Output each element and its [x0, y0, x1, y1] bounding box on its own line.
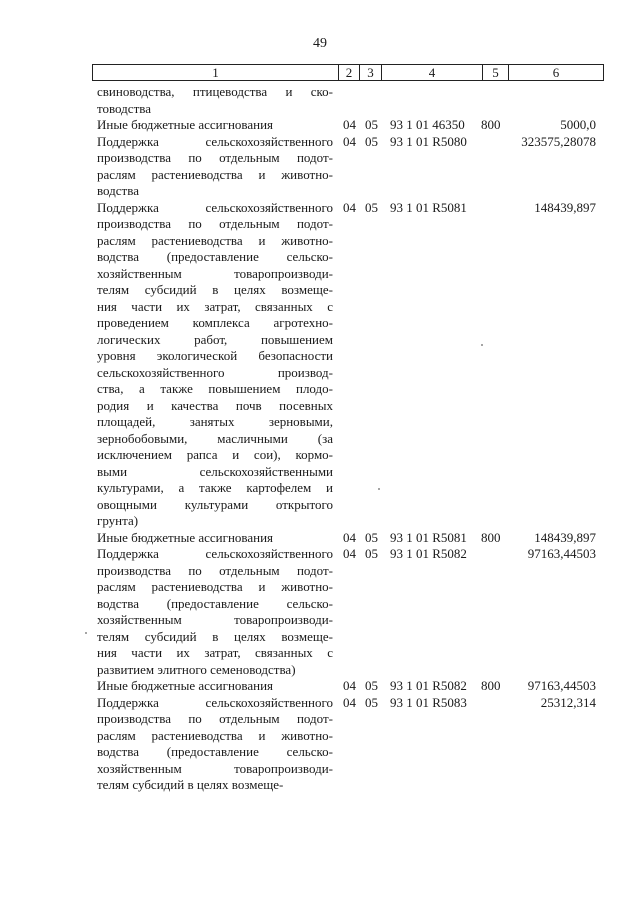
cell-c4: 93 1 01 R5082: [390, 546, 467, 561]
description-line: Поддержка сельскохозяйственного: [97, 694, 333, 710]
cell-c4: 93 1 01 R5082: [390, 678, 467, 693]
cell-c6: 97163,44503: [527, 678, 596, 693]
description-line: свиноводства, птицеводства и ско-: [97, 84, 333, 99]
cell-c4: 93 1 01 R5083: [390, 694, 467, 710]
cell-c6: 25312,314: [540, 694, 596, 710]
row-description: [97, 695, 333, 794]
table-row: [0, 134, 640, 200]
description-line: ния части их затрат, связанных с: [97, 645, 333, 660]
description-line: культурами, а также картофелем и: [97, 480, 333, 495]
cell-c3: 05: [365, 694, 378, 710]
cell-c4: 93 1 01 R5081: [390, 529, 467, 545]
cell-c3: 05: [365, 133, 378, 149]
description-line: хозяйственным товаропроизводи-: [97, 760, 333, 776]
description-line: товодства: [97, 100, 151, 116]
table-header: [92, 64, 604, 81]
cell-c5: 800: [481, 117, 501, 132]
description-line: раслям растениеводства и животно-: [97, 727, 333, 743]
row-description: [97, 134, 333, 200]
table-row: [0, 546, 640, 678]
description-line: Поддержка сельскохозяйственного: [97, 199, 333, 215]
row-description: [97, 546, 333, 678]
table-row: [0, 695, 640, 794]
cell-c2: 04: [343, 546, 356, 561]
cell-c6: 148439,897: [534, 199, 596, 215]
description-line: уровня экологической безопасности: [97, 348, 333, 363]
cell-c3: 05: [365, 529, 378, 545]
scan-speck: [85, 632, 87, 634]
description-line: раслям растениеводства и животно-: [97, 579, 333, 594]
description-line: развитием элитного семеноводства): [97, 661, 296, 677]
description-line: грунта): [97, 513, 139, 528]
row-description: [97, 200, 333, 530]
cell-c3: 05: [365, 546, 378, 561]
description-line: Иные бюджетные ассигнования: [97, 117, 274, 132]
cell-c5: 800: [481, 529, 501, 545]
cell-c3: 05: [365, 117, 378, 132]
description-line: водства (предоставление сельско-: [97, 249, 333, 264]
description-line: водства (предоставление сельско-: [97, 595, 333, 611]
row-description: [97, 84, 333, 117]
description-line: ния части их затрат, связанных с: [97, 298, 333, 314]
description-line: телям субсидий в целях возмеще-: [97, 777, 284, 792]
table-row: [0, 530, 640, 547]
header-col-4: 4: [381, 65, 482, 80]
description-line: раслям растениеводства и животно-: [97, 166, 333, 182]
description-line: производства по отдельным подот-: [97, 216, 333, 231]
table-row: [0, 84, 640, 117]
description-line: производства по отдельным подот-: [97, 562, 333, 578]
description-line: раслям растениеводства и животно-: [97, 232, 333, 248]
header-col-6: 6: [508, 65, 603, 80]
table-row: [0, 200, 640, 530]
cell-c2: 04: [343, 694, 356, 710]
row-description: [97, 678, 333, 695]
page-number: 49: [313, 36, 327, 51]
header-col-3: 3: [359, 65, 381, 80]
description-line: производства по отдельным подот-: [97, 711, 333, 726]
cell-c4: 93 1 01 46350: [390, 117, 465, 132]
cell-c3: 05: [365, 678, 378, 693]
cell-c4: 93 1 01 R5081: [390, 199, 467, 215]
description-line: проведением комплекса агротехно-: [97, 315, 333, 330]
description-line: Поддержка сельскохозяйственного: [97, 133, 333, 149]
table-row: [0, 117, 640, 134]
description-line: водства: [97, 183, 139, 198]
description-line: телям субсидий в целях возмеще-: [97, 628, 333, 644]
header-col-5: 5: [482, 65, 508, 80]
description-line: логических работ, повышением: [97, 331, 333, 347]
table-row: [0, 678, 640, 695]
description-line: ства, а также повышением плодо-: [97, 381, 333, 396]
description-line: хозяйственным товаропроизводи-: [97, 265, 333, 281]
description-line: Иные бюджетные ассигнования: [97, 678, 274, 693]
description-line: производства по отдельным подот-: [97, 150, 333, 165]
cell-c5: 800: [481, 678, 501, 693]
cell-c6: 148439,897: [534, 529, 596, 545]
cell-c2: 04: [343, 529, 356, 545]
row-description: [97, 530, 333, 547]
description-line: выми сельскохозяйственными: [97, 463, 333, 479]
row-description: [97, 117, 333, 134]
cell-c4: 93 1 01 R5080: [390, 133, 467, 149]
cell-c2: 04: [343, 199, 356, 215]
description-line: площадей, занятых зерновыми,: [97, 414, 333, 429]
cell-c2: 04: [343, 133, 356, 149]
scan-speck: [481, 344, 483, 346]
description-line: Иные бюджетные ассигнования: [97, 529, 274, 545]
cell-c6: 97163,44503: [527, 546, 596, 561]
description-line: овощными культурами открытого: [97, 496, 333, 512]
cell-c6: 5000,0: [560, 117, 596, 132]
description-line: телям субсидий в целях возмеще-: [97, 282, 333, 297]
cell-c2: 04: [343, 678, 356, 693]
scan-speck: [378, 488, 380, 490]
description-line: водства (предоставление сельско-: [97, 744, 333, 759]
header-col-2: 2: [338, 65, 359, 80]
description-line: исключением рапса и сои), кормо-: [97, 447, 333, 462]
description-line: хозяйственным товаропроизводи-: [97, 612, 333, 627]
description-line: Поддержка сельскохозяйственного: [97, 546, 333, 561]
cell-c6: 323575,28078: [521, 133, 596, 149]
description-line: сельскохозяйственного производ-: [97, 364, 333, 380]
header-col-1: 1: [212, 65, 219, 80]
cell-c2: 04: [343, 117, 356, 132]
cell-c3: 05: [365, 199, 378, 215]
table-body: [0, 84, 640, 794]
description-line: родия и качества почв посевных: [97, 397, 333, 413]
description-line: зернобобовыми, масличными (за: [97, 430, 333, 446]
